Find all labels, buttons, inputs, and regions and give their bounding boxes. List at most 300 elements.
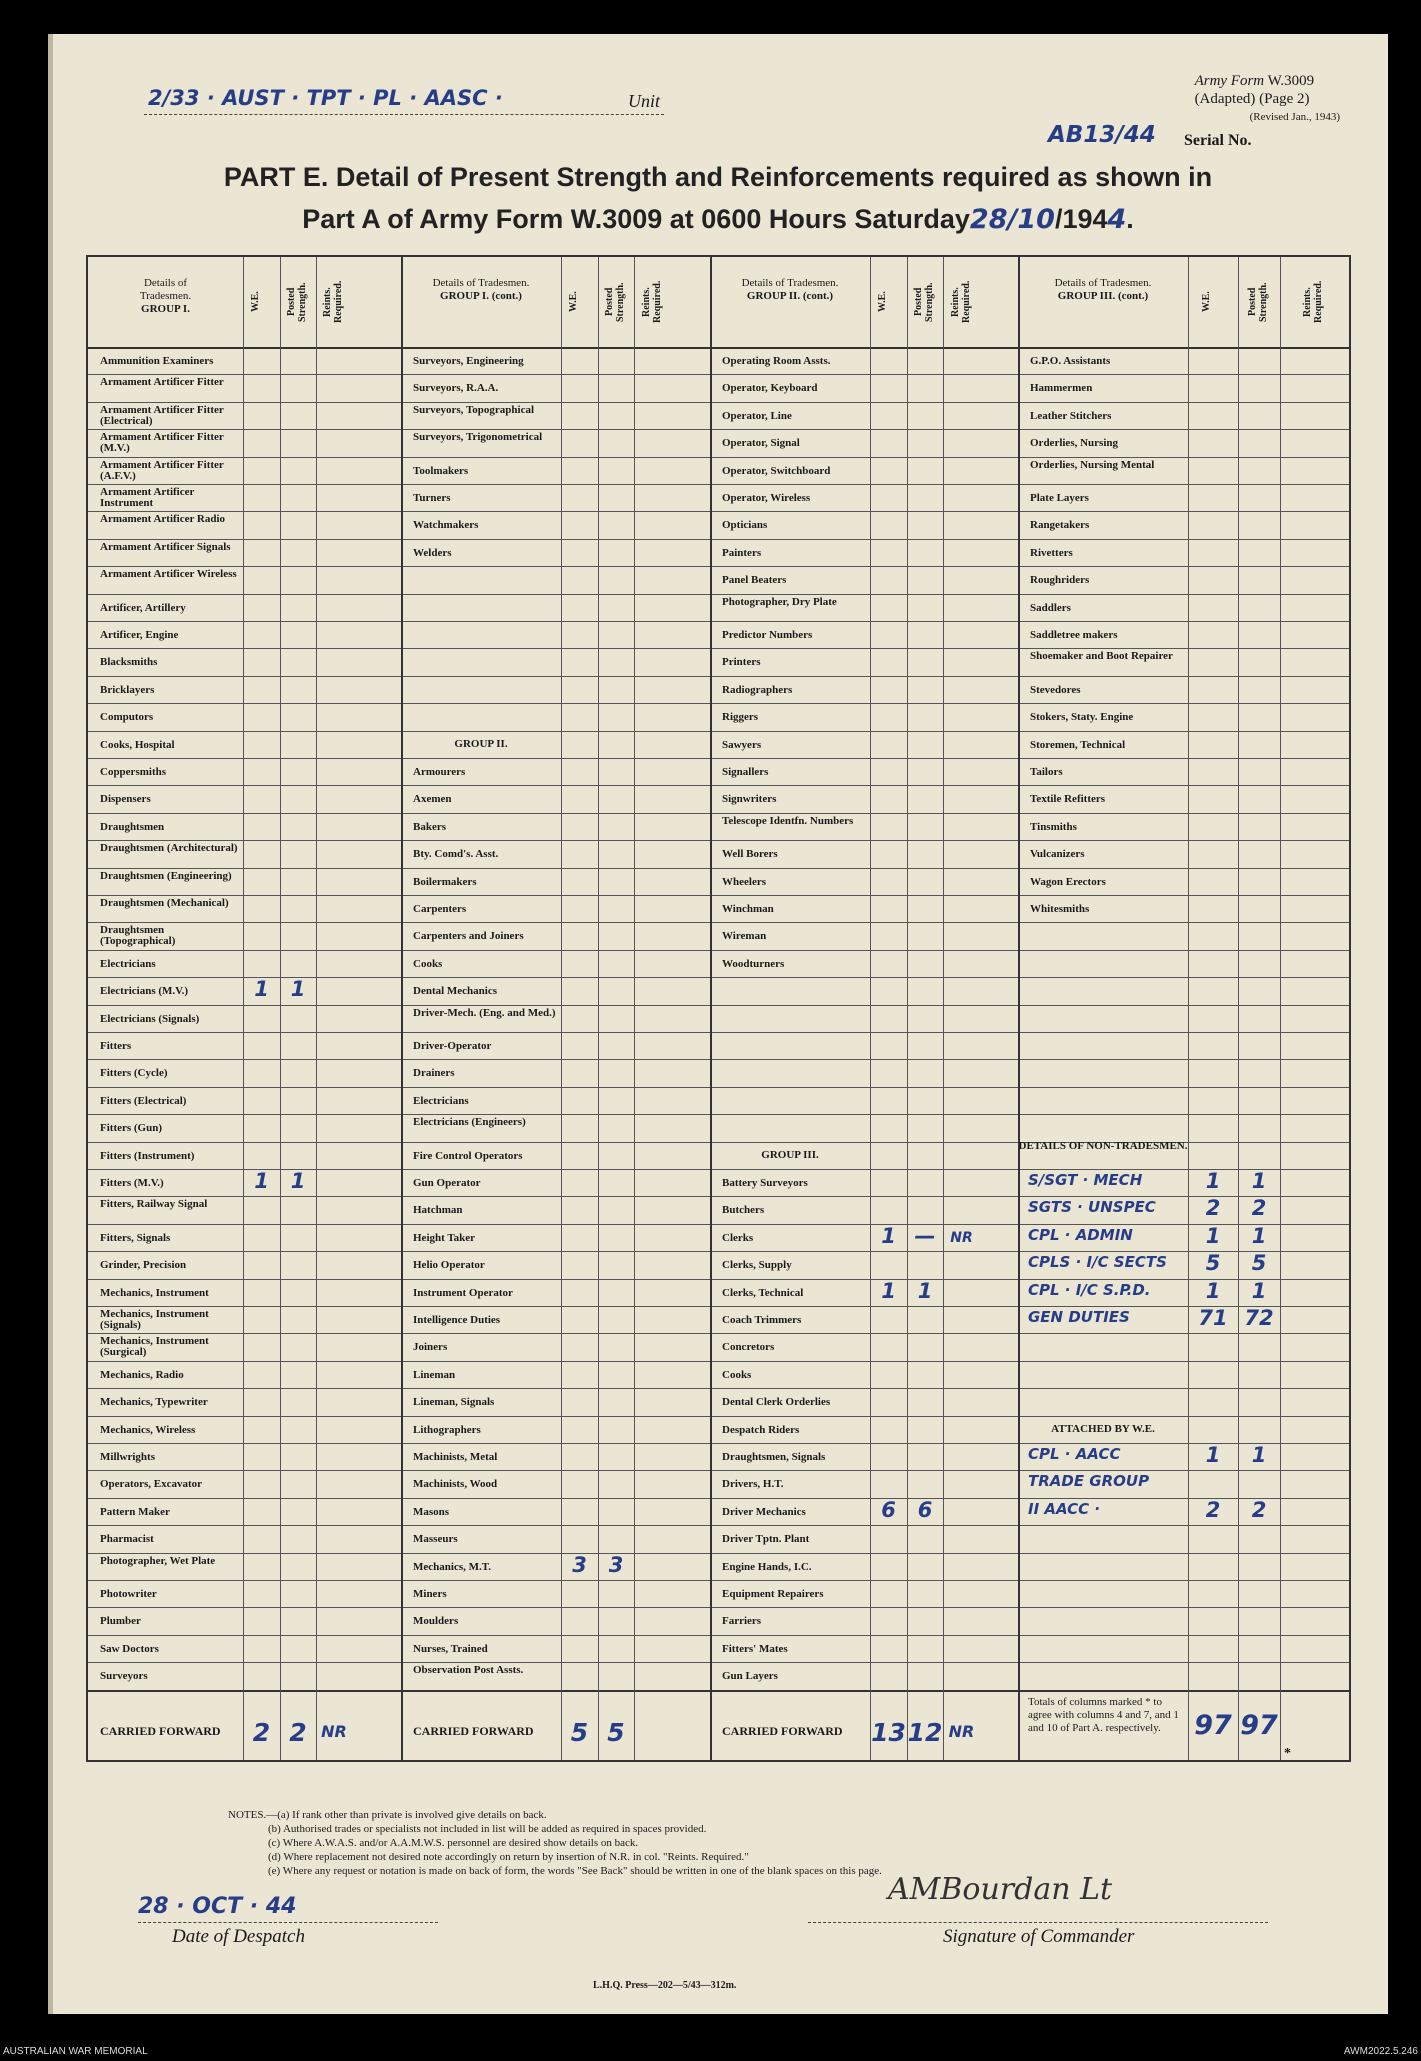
serial-label: Serial No. xyxy=(1184,132,1252,149)
carried-forward-value: NR xyxy=(321,1721,347,1741)
column-rule xyxy=(561,257,562,1760)
trade-label: Draughtsmen (Topographical) xyxy=(100,924,176,948)
row-rule xyxy=(88,676,1349,677)
trade-label: Turners xyxy=(413,492,451,504)
trade-label: Fitters' Mates xyxy=(722,1642,788,1655)
trade-label: Driver Mechanics xyxy=(722,1505,806,1518)
hand-entry: 72 xyxy=(1244,1306,1274,1330)
hand-entry: 1 xyxy=(290,977,306,1002)
row-rule xyxy=(88,1498,1349,1499)
hand-entry: 5 xyxy=(1251,1251,1267,1276)
hand-entry: 1 xyxy=(254,977,269,1002)
credit-right: AWM2022.5.246 xyxy=(1343,2046,1418,2057)
trade-label: Fitters (M.V.) xyxy=(100,1177,164,1189)
hand-entry: 1 xyxy=(1205,1223,1221,1248)
form-adapted: (Adapted) (Page 2) xyxy=(1194,91,1310,107)
details-header-label: Details of Tradesmen. xyxy=(139,277,192,302)
row-rule xyxy=(88,785,1349,786)
row-rule xyxy=(88,374,1349,375)
carried-forward-value: 5 xyxy=(607,1717,625,1747)
row-rule xyxy=(88,1662,1349,1663)
trade-label: Bty. Comd's. Asst. xyxy=(413,848,499,861)
trade-label: Operator, Keyboard xyxy=(722,382,818,395)
handwritten-rank: CPLS · I/C SECTS xyxy=(1028,1253,1167,1272)
trade-label: Wheelers xyxy=(722,875,766,888)
trade-label: Operator, Switchboard xyxy=(722,464,831,477)
trade-label: Wireman xyxy=(722,930,767,943)
signature-line xyxy=(808,1922,1268,1923)
trade-label: Butchers xyxy=(722,1204,765,1217)
trade-label: Fitters xyxy=(100,1040,132,1052)
form-revised: (Revised Jan., 1943) xyxy=(1249,111,1340,123)
carried-forward-value: 13 xyxy=(871,1717,906,1747)
paper-edge xyxy=(48,34,53,2014)
trade-label: Rangetakers xyxy=(1030,519,1090,532)
trade-label: Miners xyxy=(413,1588,447,1600)
rotated-column-header: Posted Strength. xyxy=(286,282,308,322)
form-title-line1: PART E. Detail of Present Strength and Reinforcements required as shown in xyxy=(223,162,1213,192)
trade-label: Lineman xyxy=(413,1368,456,1381)
row-rule xyxy=(88,1059,1349,1060)
trade-label: Sawyers xyxy=(722,738,762,751)
trade-label: Armament Artificer Fitter (Electrical) xyxy=(100,403,224,427)
trade-label: Coach Trimmers xyxy=(722,1314,802,1326)
row-rule xyxy=(88,1114,1349,1115)
trade-label: Operator, Wireless xyxy=(722,492,811,504)
hand-entry: 1 xyxy=(1205,1443,1221,1467)
row-rule xyxy=(88,895,1349,896)
trade-label: Armament Artificer Signals xyxy=(100,540,231,553)
trade-label: Radiographers xyxy=(722,683,793,696)
row-rule xyxy=(88,539,1349,540)
trade-label: Fitters (Gun) xyxy=(100,1122,163,1135)
trade-label: Armourers xyxy=(413,766,466,778)
row-rule xyxy=(88,1196,1349,1197)
trade-label: Joiners xyxy=(413,1341,448,1354)
column-rule xyxy=(1188,257,1189,1760)
trade-label: Surveyors xyxy=(100,1670,148,1683)
row-rule xyxy=(88,922,1349,923)
trade-label: Panel Beaters xyxy=(722,574,787,587)
row-rule xyxy=(88,621,1349,622)
details-header-label: Details of Tradesmen. xyxy=(432,277,530,289)
trade-label: Electricians (M.V.) xyxy=(100,985,189,998)
row-rule xyxy=(88,1005,1349,1006)
row-rule xyxy=(88,511,1349,512)
form-title-line2 xyxy=(48,204,1388,235)
trade-label: Draughtsmen (Engineering) xyxy=(100,869,232,882)
details-header xyxy=(710,277,870,303)
trade-label: Predictor Numbers xyxy=(722,629,813,641)
hand-entry: 1 xyxy=(1251,1223,1267,1248)
trade-label: Painters xyxy=(722,546,762,559)
totals-note: Totals of columns marked * to agree with columns 4 and 7, and 1 and 10 of Part A. respectively. xyxy=(1028,1695,1179,1734)
rotated-column-header: Posted Strength. xyxy=(1247,282,1269,322)
trade-label: Watchmakers xyxy=(413,519,479,532)
title-prefix: Part A of Army Form W.3009 at 0600 Hours Saturday xyxy=(302,204,970,234)
trade-label: Riggers xyxy=(722,711,759,724)
row-rule xyxy=(88,868,1349,869)
trade-label: Draughtsmen, Signals xyxy=(722,1451,826,1463)
trade-label: Saddletree makers xyxy=(1030,629,1118,641)
trade-label: Coppersmiths xyxy=(100,766,167,778)
hand-entry: 71 xyxy=(1198,1306,1228,1330)
trade-label: Fitters (Cycle) xyxy=(100,1067,168,1080)
trade-label: Computors xyxy=(100,711,154,724)
title-year-hand: 4 xyxy=(1107,204,1127,235)
trade-label: Printers xyxy=(722,656,761,669)
hand-entry: 1 xyxy=(881,1278,896,1303)
trade-label: Cooks xyxy=(413,957,443,970)
group-divider xyxy=(401,257,403,1760)
trade-label: Tinsmiths xyxy=(1030,820,1077,833)
handwritten-rank: TRADE GROUP xyxy=(1028,1472,1150,1491)
trade-label: Blacksmiths xyxy=(100,656,158,669)
trade-label: Drivers, H.T. xyxy=(722,1478,784,1491)
handwritten-rank: S/SGT · MECH xyxy=(1028,1171,1143,1189)
trade-label: Operators, Excavator xyxy=(100,1478,203,1491)
trade-label: Armament Artificer Instrument xyxy=(100,486,195,509)
totals-value: 97 xyxy=(1194,1709,1232,1741)
unit-label: Unit xyxy=(628,91,661,111)
trade-label: Plumber xyxy=(100,1615,141,1628)
column-rule xyxy=(870,257,871,1760)
hand-entry: 6 xyxy=(917,1497,933,1522)
rotated-column-header: W.E. xyxy=(876,291,888,313)
trade-label: Photographer, Wet Plate xyxy=(100,1554,216,1567)
trade-label: Fitters, Signals xyxy=(100,1231,171,1244)
trade-label: Armament Artificer Fitter (M.V.) xyxy=(100,431,224,455)
rotated-column-header: Reints. Required. xyxy=(322,280,344,324)
carried-forward-value: NR xyxy=(948,1721,975,1741)
trade-label: Mechanics, Radio xyxy=(100,1368,184,1381)
group-divider xyxy=(1018,257,1020,1760)
trade-label: Operator, Line xyxy=(722,409,792,422)
hand-entry: 1 xyxy=(1251,1169,1267,1193)
hand-entry: 2 xyxy=(1251,1196,1267,1221)
column-rule xyxy=(280,257,281,1760)
row-rule xyxy=(88,1361,1349,1362)
totals-value: 97 xyxy=(1240,1709,1278,1741)
trade-label: Electricians xyxy=(100,957,156,970)
trade-label: Hatchman xyxy=(413,1204,463,1217)
signature-label: Signature of Commander xyxy=(943,1926,1135,1947)
trade-label: Dispensers xyxy=(100,793,151,806)
handwritten-rank: GEN DUTIES xyxy=(1028,1308,1130,1326)
trade-label: Machinists, Metal xyxy=(413,1451,498,1463)
trade-label: Wagon Erectors xyxy=(1030,875,1106,888)
form-page xyxy=(48,34,1388,2014)
row-rule xyxy=(88,1087,1349,1088)
trade-label: Dental Mechanics xyxy=(413,985,498,998)
note-d: (d) Where replacement not desired note accordingly on return by insertion of N.R. in col. "Reints. Required." xyxy=(268,1851,749,1863)
trade-label: Surveyors, Trigonometrical xyxy=(413,431,543,444)
details-header-label: Details of Tradesmen. xyxy=(1054,277,1152,289)
trade-label: Armament Artificer Wireless xyxy=(100,568,237,581)
row-rule xyxy=(88,484,1349,485)
trade-label: Dental Clerk Orderlies xyxy=(722,1396,831,1409)
totals-star: * xyxy=(1284,1745,1291,1761)
trade-label: Signwriters xyxy=(722,793,777,806)
hand-entry: 1 xyxy=(1251,1278,1267,1303)
trade-label: Signallers xyxy=(722,766,769,778)
details-header xyxy=(401,277,561,303)
trade-label: Masseurs xyxy=(413,1533,458,1546)
trade-label: Fitters (Electrical) xyxy=(100,1094,187,1107)
trade-label: Nurses, Trained xyxy=(413,1642,488,1655)
trade-label: Surveyors, Engineering xyxy=(413,355,524,367)
trade-label: Equipment Repairers xyxy=(722,1588,824,1600)
trade-label: Mechanics, Instrument xyxy=(100,1286,209,1299)
trade-label: Machinists, Wood xyxy=(413,1478,498,1491)
trade-label: G.P.O. Assistants xyxy=(1030,355,1111,367)
trade-label: Photowriter xyxy=(100,1588,157,1600)
row-rule xyxy=(88,758,1349,759)
trade-label: Storemen, Technical xyxy=(1030,738,1126,751)
trade-label: Gun Operator xyxy=(413,1177,481,1189)
trade-label: Opticians xyxy=(722,519,768,532)
trade-label: Rivetters xyxy=(1030,546,1073,559)
row-rule xyxy=(88,566,1349,567)
trade-label: Electricians (Signals) xyxy=(100,1012,200,1025)
trade-label: Plate Layers xyxy=(1030,492,1089,504)
trade-label: Tailors xyxy=(1030,766,1063,778)
header-rule xyxy=(88,347,1349,349)
trade-label: Carpenters xyxy=(413,903,467,915)
strength-table xyxy=(86,255,1351,1762)
trade-label: Well Borers xyxy=(722,848,778,861)
hand-entry: 3 xyxy=(608,1552,624,1577)
row-rule xyxy=(88,1279,1349,1280)
trade-label: Saddlers xyxy=(1030,601,1071,614)
trade-label: Orderlies, Nursing xyxy=(1030,437,1118,450)
trade-label: Operating Room Assts. xyxy=(722,355,831,367)
trade-label: Electricians xyxy=(413,1094,469,1107)
trade-label: Driver-Operator xyxy=(413,1040,492,1052)
row-rule xyxy=(88,1470,1349,1471)
trade-label: Telescope Identfn. Numbers xyxy=(722,814,854,827)
handwritten-rank: CPL · ADMIN xyxy=(1028,1225,1133,1244)
despatch-line xyxy=(138,1922,438,1923)
row-rule xyxy=(88,1032,1349,1033)
despatch-date: 28 · OCT · 44 xyxy=(138,1894,297,1919)
carried-forward-value: 12 xyxy=(907,1717,943,1747)
rotated-column-header: Reints. Required. xyxy=(641,280,663,324)
trade-label: Instrument Operator xyxy=(413,1286,513,1299)
trade-label: Operator, Signal xyxy=(722,437,800,450)
trade-label: Boilermakers xyxy=(413,875,477,888)
trade-label: Driver-Mech. (Eng. and Med.) xyxy=(413,1006,556,1019)
title-date: 28/10 xyxy=(969,204,1055,235)
trade-label: Textile Refitters xyxy=(1030,793,1106,806)
trade-label: Roughriders xyxy=(1030,574,1090,587)
row-rule xyxy=(88,813,1349,814)
carried-forward-label: CARRIED FORWARD xyxy=(413,1723,534,1738)
group-label: DETAILS OF NON-TRADESMEN. xyxy=(1018,1139,1188,1152)
trade-label: Vulcanizers xyxy=(1030,848,1085,861)
trade-label: Fitters, Railway Signal xyxy=(100,1198,208,1211)
column-rule xyxy=(243,257,244,1760)
details-header-label: Details of Tradesmen. xyxy=(741,277,839,289)
carried-forward-label: CARRIED FORWARD xyxy=(100,1723,221,1738)
rotated-column-header: W.E. xyxy=(567,291,579,313)
trade-label: Lithographers xyxy=(413,1423,481,1436)
trade-label: Hammermen xyxy=(1030,382,1093,395)
form-name: Army Form xyxy=(1194,73,1265,89)
handwritten-rank: SGTS · UNSPEC xyxy=(1028,1198,1156,1217)
trade-label: Clerks, Technical xyxy=(722,1286,804,1299)
trade-label: Observation Post Assts. xyxy=(413,1664,524,1677)
hand-entry: 1 xyxy=(881,1223,896,1248)
trade-label: Cooks, Hospital xyxy=(100,738,175,751)
row-rule xyxy=(88,1607,1349,1608)
trade-label: Battery Surveyors xyxy=(722,1177,808,1189)
trade-label: Pattern Maker xyxy=(100,1505,170,1518)
trade-label: Draughtsmen (Mechanical) xyxy=(100,897,229,909)
rotated-column-header: W.E. xyxy=(1201,291,1212,313)
row-rule xyxy=(88,1388,1349,1389)
trade-label: Engine Hands, I.C. xyxy=(722,1560,812,1573)
trade-label: Clerks, Supply xyxy=(722,1259,792,1272)
group-header-label: GROUP III. (cont.) xyxy=(1057,290,1149,302)
rotated-column-header: Posted Strength. xyxy=(913,282,935,322)
column-rule xyxy=(943,257,944,1760)
trade-label: Height Taker xyxy=(413,1231,476,1244)
group-divider xyxy=(710,257,712,1760)
rotated-column-header: Reints. Required. xyxy=(949,280,972,324)
trade-label: Armament Artificer Radio xyxy=(100,513,226,526)
note-b: (b) Authorised trades or specialists not included in list will be added as required in spaces provided. xyxy=(268,1823,707,1835)
title-year-print: /194 xyxy=(1054,204,1108,234)
trade-label: Surveyors, R.A.A. xyxy=(413,382,499,395)
trade-label: Drainers xyxy=(413,1067,455,1080)
trade-label: Armament Artificer Fitter xyxy=(100,376,224,389)
trade-label: Farriers xyxy=(722,1615,762,1628)
column-rule xyxy=(316,257,317,1760)
note-e: (e) Where any request or notation is made on back of form, the words "See Back" should be written in one of the blank spaces on this page. xyxy=(268,1865,882,1877)
trade-label: Intelligence Duties xyxy=(413,1314,501,1326)
trade-label: Pharmacist xyxy=(100,1533,154,1546)
hand-entry: 1 xyxy=(917,1278,933,1303)
trade-label: Gun Layers xyxy=(722,1670,778,1683)
commander-signature: AMBourdan Lt xyxy=(888,1872,1113,1907)
trade-label: Saw Doctors xyxy=(100,1642,159,1655)
trade-label: Woodturners xyxy=(722,957,785,970)
trade-label: Helio Operator xyxy=(413,1259,485,1272)
column-rule xyxy=(907,257,908,1760)
rotated-column-header: Reints. Required. xyxy=(1302,280,1324,324)
hand-entry: 2 xyxy=(1251,1497,1267,1522)
hand-entry: 1 xyxy=(290,1169,306,1193)
trade-label: Surveyors, Topographical xyxy=(413,403,535,416)
hand-entry: 6 xyxy=(881,1497,896,1522)
trade-label: Millwrights xyxy=(100,1451,155,1463)
trade-label: Winchman xyxy=(722,903,774,915)
trade-label: Stokers, Staty. Engine xyxy=(1030,711,1134,724)
details-header xyxy=(1018,277,1188,303)
row-rule xyxy=(88,402,1349,403)
row-rule xyxy=(88,1635,1349,1636)
title-dot: . xyxy=(1126,204,1134,234)
trade-label: Electricians (Engineers) xyxy=(413,1116,526,1129)
carried-forward-rule xyxy=(88,1690,1349,1692)
trade-label: Shoemaker and Boot Repairer xyxy=(1030,650,1173,663)
trade-label: Artificer, Engine xyxy=(100,629,179,641)
row-rule xyxy=(88,1525,1349,1526)
trade-label: Stevedores xyxy=(1030,683,1081,696)
column-rule xyxy=(634,257,635,1760)
rotated-column-header: Posted Strength. xyxy=(604,282,626,322)
trade-label: Draughtsmen (Architectural) xyxy=(100,842,238,855)
note-c: (c) Where A.W.A.S. and/or A.A.M.W.S. personnel are desired show details on back. xyxy=(268,1837,639,1849)
column-rule xyxy=(1238,257,1239,1760)
trade-label: Fire Control Operators xyxy=(413,1149,523,1162)
carried-forward-label: CARRIED FORWARD xyxy=(722,1723,843,1738)
row-rule xyxy=(88,840,1349,841)
trade-label: Bakers xyxy=(413,820,446,833)
hand-entry: 5 xyxy=(1205,1251,1221,1276)
trade-label: Mechanics, Instrument (Surgical) xyxy=(100,1335,209,1359)
trade-label: Ammunition Examiners xyxy=(100,355,214,367)
trade-label: Photographer, Dry Plate xyxy=(722,595,837,608)
trade-label: Grinder, Precision xyxy=(100,1259,187,1272)
notes-block xyxy=(228,1808,882,1878)
group-header-label: GROUP II. (cont.) xyxy=(746,290,834,302)
group-label: ATTACHED BY W.E. xyxy=(1051,1422,1155,1435)
row-rule xyxy=(88,1416,1349,1417)
hand-entry: 2 xyxy=(1205,1196,1221,1221)
unit-line xyxy=(144,114,664,115)
trade-label: Toolmakers xyxy=(413,464,469,477)
trade-label: Cooks xyxy=(722,1368,752,1381)
form-reference xyxy=(1195,72,1340,126)
row-rule xyxy=(88,429,1349,430)
trade-label: Axemen xyxy=(413,793,452,806)
hand-entry: 1 xyxy=(254,1169,269,1193)
details-header xyxy=(88,277,243,316)
press-line: L.H.Q. Press—202—5/43—312m. xyxy=(593,1980,737,1991)
group-label: GROUP III. xyxy=(761,1148,819,1161)
row-rule xyxy=(88,648,1349,649)
trade-label: Orderlies, Nursing Mental xyxy=(1030,458,1155,471)
hand-entry: NR xyxy=(950,1229,973,1246)
hand-entry: 3 xyxy=(572,1552,587,1577)
row-rule xyxy=(88,703,1349,704)
column-rule xyxy=(598,257,599,1760)
row-rule xyxy=(88,1443,1349,1444)
unit-value: 2/33 · AUST · TPT · PL · AASC · xyxy=(148,86,503,110)
row-rule xyxy=(88,1553,1349,1554)
hand-entry: 1 xyxy=(1205,1278,1221,1303)
trade-label: Despatch Riders xyxy=(722,1423,800,1436)
hand-entry: 1 xyxy=(1251,1443,1267,1467)
row-rule xyxy=(88,457,1349,458)
row-rule xyxy=(88,1580,1349,1581)
credit-left: AUSTRALIAN WAR MEMORIAL xyxy=(3,2046,148,2057)
row-rule xyxy=(88,1333,1349,1334)
handwritten-rank: CPL · I/C S.P.D. xyxy=(1028,1280,1151,1299)
group-label: GROUP II. xyxy=(454,737,508,750)
rotated-column-header: W.E. xyxy=(249,291,261,313)
trade-label: Carpenters and Joiners xyxy=(413,930,524,943)
row-rule xyxy=(88,1251,1349,1252)
handwritten-rank: CPL · AACC xyxy=(1028,1445,1121,1463)
trade-label: Mechanics, Typewriter xyxy=(100,1396,208,1409)
serial-value: AB13/44 xyxy=(1048,122,1156,148)
note-a: NOTES.—(a) If rank other than private is involved give details on back. xyxy=(228,1809,547,1821)
trade-label: Clerks xyxy=(722,1231,754,1244)
trade-label: Bricklayers xyxy=(100,683,155,696)
